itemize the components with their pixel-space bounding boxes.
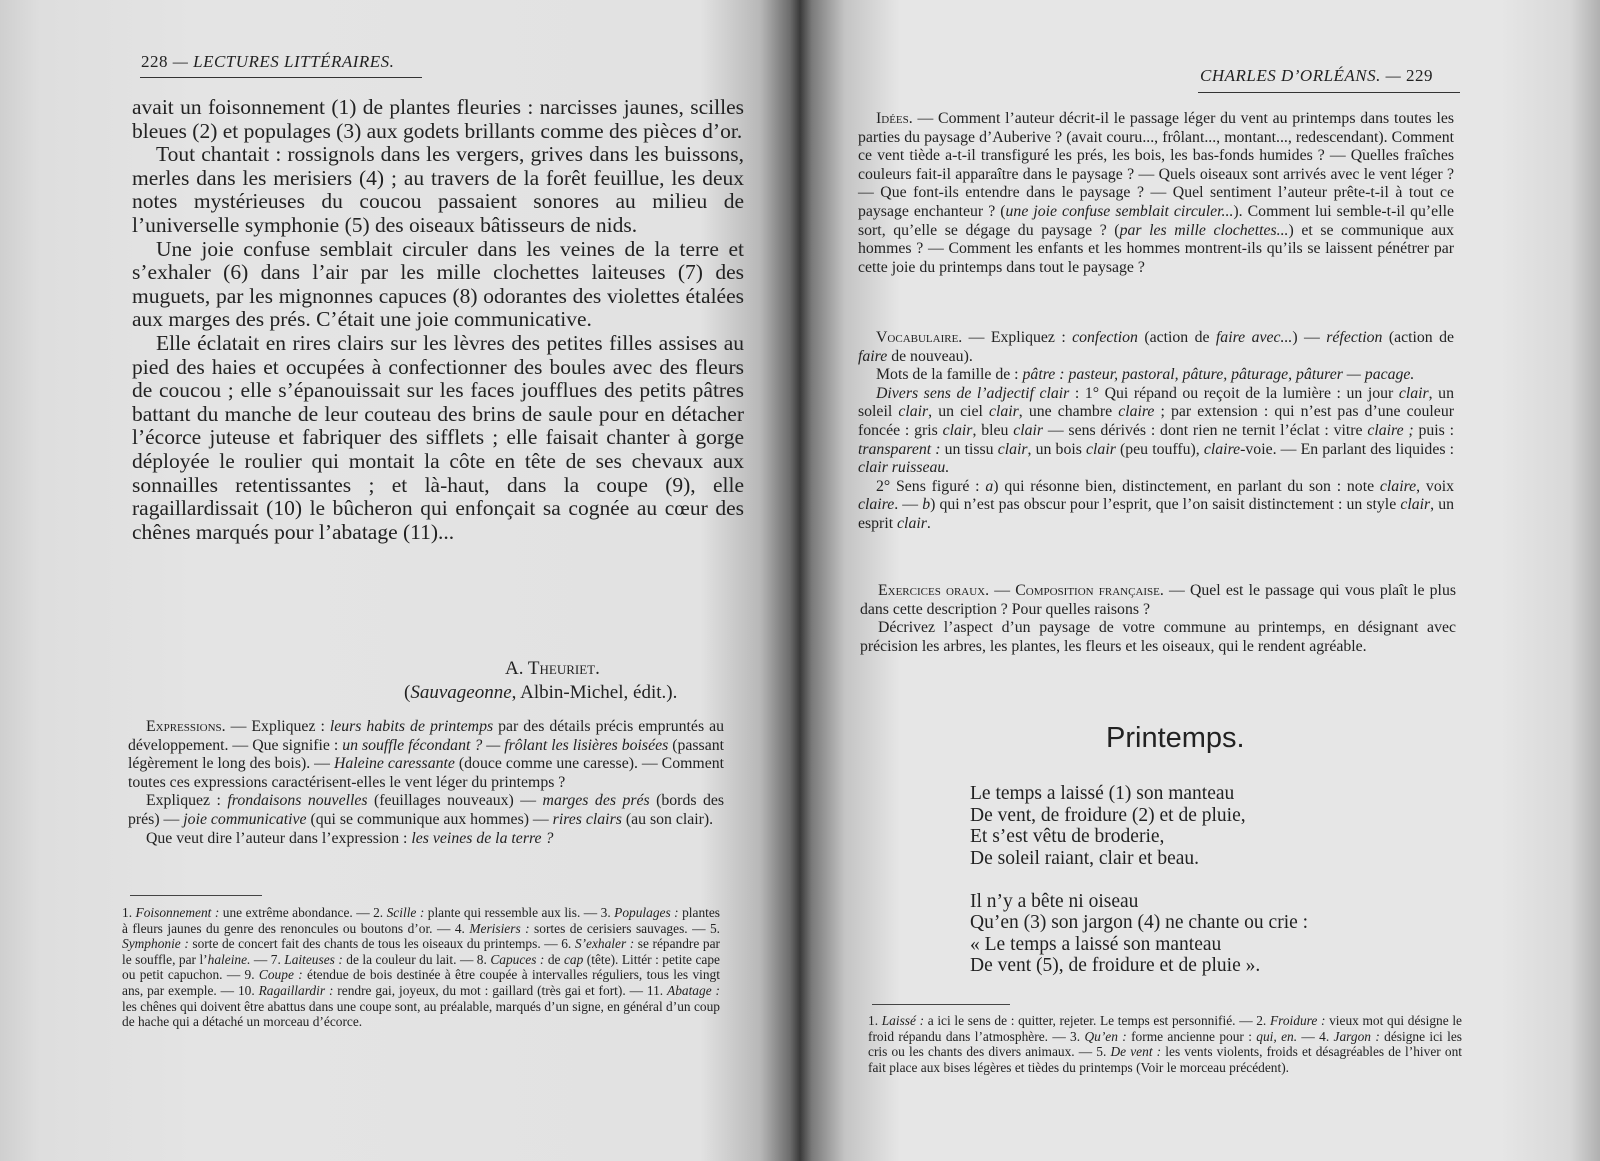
poem-line: Il n’y a bête ni oiseau [970, 890, 1139, 912]
text-run: (action de [1137, 329, 1216, 346]
text-run: ; par extension : qui n’est pas d’une couleur foncée : gris [858, 403, 1454, 439]
italic-run: Symphonie : [122, 936, 189, 952]
poem-line: Et s’est vêtu de broderie, [970, 826, 1165, 847]
italic-run: joie communicative [183, 810, 307, 828]
exercices-paragraph: Décrivez l’aspect d’un paysage de votre commune au printemps, en désignant avec précision les arbres, les plantes, les fleurs et les oiseaux, qui le rendent agréable. [860, 619, 1456, 655]
italic-run: claire ; [1367, 421, 1414, 439]
poem-line: De vent (5), de froidure et de pluie ». [970, 955, 1261, 976]
italic-run: Capuces : [490, 951, 545, 967]
text-run: ) qui résonne bien, distinctement, en parlant du son : note [993, 477, 1380, 495]
right-page [812, 0, 1600, 1161]
text-run: ). Comment lui semble-t-il qu’elle sort, qu’elle se dégage du paysage ? ( [858, 202, 1454, 239]
italic-run: clair [988, 403, 1019, 421]
text-run: — 7. [250, 951, 285, 967]
italic-run: cap [563, 951, 584, 967]
text-run: (douce comme une caresse). — Comment toutes ces expressions caractérisent-elles le vent léger du printemps ? [128, 755, 724, 791]
header-rule-left [140, 77, 422, 78]
text-run: ) et se communique aux hommes ? — Comment les enfants et les hommes montrent-ils qu’ils se laissent pénétrer par cette joie du printemps dans tout le paysage ? [858, 221, 1455, 276]
italic-run: marges des prés [542, 792, 650, 810]
text-run: Expliquez : [146, 792, 228, 810]
exercices-paragraph: Exercices oraux. — Composition française. — Quel est le passage qui vous plaît le plus dans cette description ? Pour quelles raisons ? [860, 582, 1456, 618]
italic-run: Ragaillardir : [258, 982, 334, 998]
text-run: ) qui n’est pas obscur pour l’esprit, que l’on saisit distinctement : un style [930, 496, 1401, 514]
expressions-paragraph [128, 792, 724, 829]
text-run: puis : [1413, 421, 1454, 439]
text-run: Mots de la famille de : [876, 366, 1023, 384]
text-run: les vents violents, froids et désagréables de l’hiver ont fait place aux bises légères et tièdes du printemps (Voir le morceau précédent). [868, 1044, 1462, 1075]
text-run: , bleu [972, 421, 1014, 439]
header-rule-right [1198, 92, 1460, 93]
section-label: Vocabulaire. [876, 329, 963, 346]
text-run: — Expliquez : [225, 718, 330, 735]
italic-run: un souffle fécondant ? — frôlant les lisières boisées [342, 736, 669, 754]
source-citation: (Sauvageonne, Albin-Michel, édit.). [404, 682, 678, 703]
expressions-section [128, 718, 724, 848]
prose-extract [132, 96, 744, 544]
italic-run: faire [858, 347, 888, 365]
running-head-title-left: LECTURES LITTÉRAIRES. [193, 52, 395, 71]
italic-run: une joie confuse semblait circuler... [1005, 202, 1234, 220]
text-run: les chênes qui doivent être abattus dans une coupe sont, au préalable, marqués d’un signe, en général d’un coup de hache qui a détaché un morceau d’écorce. [122, 998, 720, 1030]
italic-run: clair [942, 421, 973, 439]
text-run: sortes de cerisiers sauvages. — 5. [529, 920, 720, 936]
italic-run: a [985, 477, 994, 495]
text-run: de [544, 951, 564, 967]
italic-run: Laiteuses : [284, 951, 343, 967]
text-run: (qui se communique aux hommes) — [306, 810, 553, 828]
text-run: étendue de bois destinée à être coupée à intervalles réguliers, tous les vingt ans, par exemple. — 10. [122, 967, 720, 998]
text-run: , un soleil [858, 384, 1454, 421]
footnote-rule-right [872, 1004, 1010, 1005]
italic-run: claire [1118, 403, 1155, 421]
text-run: se répandre par le souffle, par l’ [122, 936, 720, 967]
text-run: — 4. [1297, 1028, 1334, 1044]
italic-run: les veines de la terre ? [411, 829, 554, 847]
expressions-paragraph [128, 830, 724, 849]
italic-run: Scille : [386, 905, 425, 920]
italic-run: Merisiers : [469, 920, 530, 936]
section-label: Exercices oraux. [878, 582, 990, 599]
text-run: (tête). Littér : petite cape ou petit capuchon. — 9. [122, 951, 720, 983]
footnotes-left [122, 905, 720, 1030]
text-run: ) — [1292, 329, 1327, 346]
italic-run: Populages : [614, 905, 679, 920]
text-run: 2° Sens figuré : [876, 477, 986, 495]
italic-run: claire [1203, 440, 1241, 458]
italic-run: Foisonnement : [135, 905, 220, 920]
text-run: (passant légèrement le long des bois). — [128, 736, 724, 773]
italic-run: frondaisons nouvelles [227, 792, 368, 810]
poem-title: Printemps. [1106, 722, 1245, 754]
text-run: . — [894, 496, 923, 514]
text-run: un tissu [940, 440, 998, 458]
italic-run: confection [1072, 329, 1138, 346]
footnote-rule-left [130, 895, 262, 896]
italic-run: par les mille clochettes... [1119, 221, 1289, 239]
text-run: a ici le sens de : quitter, rejeter. Le temps est personnifié. — 2. [924, 1013, 1270, 1028]
text-run: plantes à fleurs jaunes du genre des renoncules ou boutons d’or. — 4. [122, 905, 721, 936]
italic-run: Divers sens de l’adjectif clair [876, 384, 1070, 402]
italic-run: claire [858, 496, 895, 514]
poem-line: Qu’en (3) son jargon (4) ne chante ou crie : [970, 912, 1309, 933]
text-run: , un bois [1027, 440, 1087, 458]
text-run: de la couleur du lait. — 8. [342, 951, 491, 967]
text-run: (au son clair). [621, 810, 714, 828]
italic-run: clair [897, 514, 927, 532]
italic-run: qui, en. [1256, 1028, 1298, 1044]
section-label: Idées. [876, 110, 913, 127]
text-run: Que veut dire l’auteur dans l’expression : [146, 829, 412, 847]
text-run: 1. [122, 905, 136, 920]
italic-run: Jargon : [1333, 1028, 1380, 1044]
text-run: — sens dérivés : dont rien ne ternit l’éclat : vitre [1043, 421, 1368, 439]
vocab-paragraph [858, 478, 1454, 534]
running-head-title-right: CHARLES D’ORLÉANS. [1200, 66, 1381, 85]
page-number-left: 228 [141, 52, 168, 71]
page-number-right: 229 [1406, 66, 1434, 85]
paragraph: Tout chantait : rossignols dans les vergers, grives dans les buissons, merles dans les merisiers (4) ; au travers de la forêt feuillue, les deux notes mystérieuses du coucou passaient sonores au milieu de l’universelle symphonie (5) des oiseaux bâtisseurs de nids. [132, 142, 744, 237]
vocabulaire-section [858, 329, 1454, 534]
text-run: , voix [1416, 477, 1455, 495]
text-run: (peu touffu), [1115, 440, 1204, 458]
text-run: (feuillages nouveaux) — [367, 792, 543, 810]
italic-run: clair [1086, 440, 1116, 458]
text-run: vieux mot qui désigne le froid répandu dans l’atmosphère. — 3. [868, 1013, 1462, 1044]
text-run: , un ciel [928, 403, 989, 421]
exercices-section [860, 582, 1456, 656]
poem-line: De vent, de froidure (2) et de pluie, [970, 804, 1246, 826]
vocab-paragraph [858, 329, 1454, 366]
paragraph: Elle éclatait en rires clairs sur les lèvres des petites filles assises au pied des haies et occupées à confectionner des boules avec des fleurs de coucou ; elle s’épanouissait sur les faces joufflues des petits pâtres battant du manche de leur couteau des brins de saule pour en détacher l’écorce juteuse et fabriquer des sifflets ; elle faisait chanter à gorge déployée le roulier qui montait la côte en tête de ses chevaux aux sonnailles retentissantes ; et là-haut, dans la coupe (9), elle ragaillardissait (10) le bûcheron qui enfonçait sa cognée au cœur des chênes marqués pour l’abatage (11)... [132, 330, 744, 544]
text-run: plante qui ressemble aux lis. — 3. [424, 905, 615, 920]
vocab-paragraph [858, 366, 1454, 385]
italic-run: réfection [1326, 329, 1383, 346]
footnote-text [122, 905, 720, 1030]
poem-line: Le temps a laissé (1) son manteau [970, 783, 1235, 804]
text-run: forme ancienne pour : [1126, 1028, 1257, 1044]
italic-run: pâtre : pasteur, pastoral, pâture, pâturage, pâturer — pacage. [1022, 366, 1415, 384]
italic-run: S’exhaler : [574, 936, 635, 952]
text-run: sorte de concert fait des chants de tous les oiseaux du printemps. — 6. [188, 936, 575, 952]
italic-run: clair [997, 440, 1028, 458]
section-label: Expressions. [146, 718, 226, 735]
italic-run: Coupe : [258, 967, 303, 983]
text-run: — Expliquez : [962, 329, 1073, 346]
text-run: 1. [868, 1013, 882, 1028]
left-page [0, 0, 790, 1161]
text-run: une extrême abondance. — 2. [219, 905, 387, 920]
italic-run: Froidure : [1269, 1013, 1326, 1028]
author-signature: A. Theuriet. [505, 658, 600, 679]
italic-run: leurs habits de printemps [329, 718, 494, 735]
poem [970, 783, 1308, 998]
poem-stanza [970, 891, 1308, 977]
italic-run: De vent : [1110, 1044, 1162, 1060]
italic-run: clair [898, 403, 929, 421]
text-run: par des détails précis empruntés au développement. — Que signifie : [128, 718, 724, 754]
italic-run: clair ruisseau. [858, 459, 950, 477]
work-title: Sauvageonne [410, 682, 512, 703]
italic-run: Laissé : [881, 1013, 925, 1028]
section-label: Composition française. [1015, 582, 1164, 599]
paragraph: avait un foisonnement (1) de plantes fleuries : narcisses jaunes, scilles bleues (2) et populages (3) aux godets brillants comme des pièces d’or. [132, 95, 744, 143]
italic-run: Abatage : [667, 982, 720, 998]
italic-run: Qu’en : [1084, 1028, 1127, 1044]
text-run: désigne ici les cris ou les chants des divers animaux. — 5. [868, 1028, 1462, 1060]
text-run: -voie. — En parlant des liquides : [1240, 440, 1454, 458]
expressions-paragraph [128, 718, 724, 792]
italic-run: claire [1379, 477, 1417, 495]
footnote-text [868, 1013, 1462, 1075]
poem-line: De soleil raiant, clair et beau. [970, 847, 1200, 869]
paragraph: Une joie confuse semblait circuler dans les veines de la terre et s’exhaler (6) dans l’air par les mille clochettes laiteuses (7) des muguets, par les mignonnes capuces (8) odorantes des violettes étalées aux marges des prés. C’était une joie communicative. [132, 236, 744, 332]
vocab-paragraph [858, 385, 1454, 478]
running-head-left: 228 — LECTURES LITTÉRAIRES. [141, 52, 395, 71]
italic-run: b [922, 496, 931, 514]
italic-run: clair [1013, 421, 1044, 439]
text-run: de nouveau). [887, 347, 973, 365]
text-run: rendre gai, joyeux, du mot : gaillard (très gai et fort). — 11. [333, 982, 668, 998]
footnotes-right [868, 1013, 1462, 1075]
poem-line: « Le temps a laissé son manteau [970, 933, 1222, 955]
idees-section [858, 110, 1454, 277]
text-run: (action de [1382, 329, 1455, 346]
italic-run: faire avec... [1215, 329, 1293, 346]
text-run: , un esprit [858, 496, 1454, 532]
italic-run: Haleine caressante [333, 755, 455, 773]
text-run: — Comment l’auteur décrit-il le passage léger du vent au printemps dans toutes les parties du paysage d’Auberive ? (avait couru..., frôlant..., montant..., redescendant). Comment ce vent tiède a-t-il transfiguré les prés, les bois, les bas-fonds humides ? — Quelles fraîches couleurs fait-il apparaître dans le paysage ? — Quels oiseaux sont arrivés avec le vent léger ? — Que font-ils entendre dans le paysage ? — Quel sentiment l’auteur prête-t-il à tout ce paysage enchanteur ? ( [858, 110, 1454, 220]
text-run: : 1° Qui répand ou reçoit de la lumière : un jour [1069, 384, 1399, 402]
running-head-right: CHARLES D’ORLÉANS. — 229 [1200, 66, 1434, 85]
idees-paragraph [858, 110, 1454, 277]
text-run: , une chambre [1018, 403, 1119, 421]
text-run: . [926, 514, 931, 532]
italic-run: clair [1398, 384, 1429, 402]
italic-run: rires clairs [552, 810, 622, 828]
italic-run: transparent : [858, 440, 941, 458]
poem-stanza [970, 783, 1308, 869]
italic-run: haleine. [207, 951, 251, 967]
text-run: (bords des prés) — [128, 792, 725, 828]
italic-run: clair [1400, 496, 1431, 514]
